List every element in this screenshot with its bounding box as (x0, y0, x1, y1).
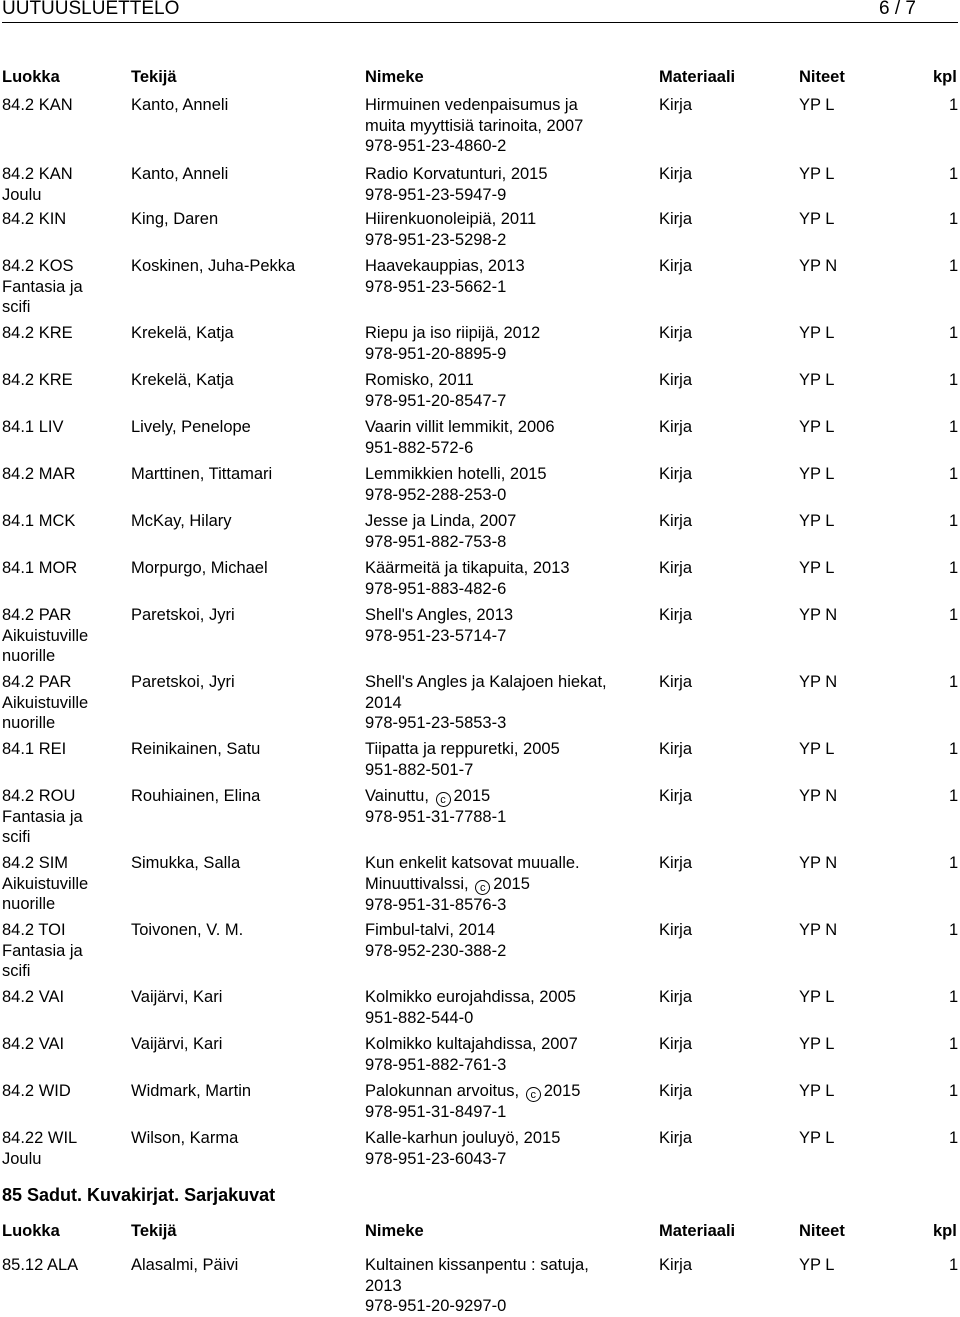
notes: YP L (799, 1256, 835, 1274)
material: Kirja (659, 1256, 693, 1274)
column-header-class: Luokka (2, 1222, 60, 1240)
title (365, 605, 655, 646)
notes: YP L (799, 740, 835, 758)
classification-line: Joulu (2, 185, 42, 204)
quantity: 1 (949, 1082, 959, 1100)
column-header-row (0, 68, 960, 88)
column-header-qty: kpl (933, 1222, 957, 1240)
title-line: Kolmikko kultajahdissa, 2007 (365, 1035, 578, 1053)
quantity: 1 (949, 740, 959, 758)
classification (2, 323, 126, 344)
classification (2, 95, 126, 116)
classification (2, 370, 126, 391)
material: Kirja (659, 606, 693, 624)
title-line: Riepu ja iso riipijä, 2012 (365, 324, 541, 342)
classification (2, 987, 126, 1008)
author: Wilson, Karma (131, 1129, 239, 1147)
quantity: 1 (949, 559, 959, 577)
title-line: Jesse ja Linda, 2007 (365, 512, 517, 530)
classification-line: 84.2 PAR (2, 673, 72, 691)
title-line: Kolmikko eurojahdissa, 2005 (365, 988, 576, 1006)
notes: YP L (799, 1035, 835, 1053)
title-line: Shell's Angles, 2013 (365, 606, 514, 624)
title (365, 95, 655, 157)
quantity: 1 (949, 324, 959, 342)
quantity: 1 (949, 1256, 959, 1274)
notes: YP L (799, 512, 835, 530)
column-header-author: Tekijä (131, 68, 177, 86)
classification-line: 84.2 KOS (2, 257, 74, 275)
title (365, 209, 655, 250)
column-header-author: Tekijä (131, 1222, 177, 1240)
notes: YP L (799, 1082, 835, 1100)
author: Kanto, Anneli (131, 165, 229, 183)
title (365, 370, 655, 411)
title-line: 978-951-882-753-8 (365, 532, 507, 551)
page-header (2, 0, 958, 24)
quantity: 1 (949, 257, 959, 275)
classification (2, 786, 126, 848)
title-line: 978-951-882-761-3 (365, 1055, 507, 1074)
quantity: 1 (949, 96, 959, 114)
classification (2, 672, 126, 734)
title-line: 2014 (365, 693, 402, 712)
column-header-notes: Niteet (799, 68, 845, 86)
notes: YP L (799, 465, 835, 483)
quantity: 1 (949, 512, 959, 530)
classification-line: nuorille (2, 895, 56, 913)
title-line: Lemmikkien hotelli, 2015 (365, 465, 547, 483)
title (365, 558, 655, 599)
material: Kirja (659, 1082, 693, 1100)
material: Kirja (659, 418, 693, 436)
title-line: Vainuttu, c 2015 (365, 787, 491, 806)
material: Kirja (659, 1035, 693, 1053)
classification-line: Fantasia ja (2, 277, 83, 296)
classification (2, 464, 126, 485)
classification-line: nuorille (2, 647, 56, 665)
title-line: Palokunnan arvoitus, c 2015 (365, 1082, 581, 1101)
classification-line: 84.2 KAN (2, 165, 73, 183)
quantity: 1 (949, 988, 959, 1006)
author: Kanto, Anneli (131, 96, 229, 114)
classification-line: Aikuistuville (2, 874, 89, 893)
title (365, 1081, 655, 1123)
quantity: 1 (949, 921, 959, 939)
classification-line: scifi (2, 962, 31, 980)
classification-line: Fantasia ja (2, 941, 83, 960)
title (365, 256, 655, 297)
classification-line: nuorille (2, 714, 56, 732)
classification-line: 84.2 KIN (2, 210, 67, 228)
material: Kirja (659, 1129, 693, 1147)
title-line: 978-951-20-9297-0 (365, 1297, 507, 1315)
notes: YP L (799, 988, 835, 1006)
column-header-title: Nimeke (365, 1222, 424, 1240)
classification-line: 84.2 KAN (2, 96, 73, 114)
material: Kirja (659, 96, 693, 114)
title-line: Käärmeitä ja tikapuita, 2013 (365, 559, 570, 577)
notes: YP L (799, 324, 835, 342)
author: Simukka, Salla (131, 854, 241, 872)
title-line: Shell's Angles ja Kalajoen hiekat, (365, 673, 607, 691)
classification-line: 84.2 TOI (2, 921, 66, 939)
notes: YP N (799, 921, 838, 939)
author: McKay, Hilary (131, 512, 232, 530)
column-header-class: Luokka (2, 68, 60, 86)
classification (2, 417, 126, 438)
material: Kirja (659, 324, 693, 342)
notes: YP L (799, 371, 835, 389)
title-line: 2013 (365, 1276, 402, 1295)
classification-line: 84.2 MAR (2, 465, 76, 483)
quantity: 1 (949, 787, 959, 805)
notes: YP L (799, 1129, 835, 1147)
classification-line: 84.2 SIM (2, 854, 69, 872)
title-line: 978-951-23-4860-2 (365, 137, 507, 155)
author: Lively, Penelope (131, 418, 251, 436)
classification-line: 84.2 WID (2, 1082, 71, 1100)
title-line: 978-951-23-5947-9 (365, 185, 507, 204)
notes: YP N (799, 606, 838, 624)
notes: YP L (799, 165, 835, 183)
notes: YP N (799, 257, 838, 275)
column-header-notes: Niteet (799, 1222, 845, 1240)
title (365, 672, 655, 734)
classification-line: Joulu (2, 1149, 42, 1168)
material: Kirja (659, 787, 693, 805)
author: Vaijärvi, Kari (131, 1035, 223, 1053)
author: Paretskoi, Jyri (131, 673, 235, 691)
notes: YP L (799, 559, 835, 577)
author: Paretskoi, Jyri (131, 606, 235, 624)
title (365, 739, 655, 780)
author: Marttinen, Tittamari (131, 465, 273, 483)
notes: YP L (799, 96, 835, 114)
author: Alasalmi, Päivi (131, 1256, 239, 1274)
title-line: 978-951-20-8547-7 (365, 391, 507, 410)
classification (2, 739, 126, 760)
column-header-qty: kpl (933, 68, 957, 86)
classification-line: 84.1 REI (2, 740, 67, 758)
title-line: 978-951-23-5853-3 (365, 714, 507, 732)
notes: YP N (799, 787, 838, 805)
quantity: 1 (949, 371, 959, 389)
material: Kirja (659, 559, 693, 577)
classification-line: 84.1 MOR (2, 559, 78, 577)
title-line: 978-951-23-6043-7 (365, 1149, 507, 1168)
title-line: Romisko, 2011 (365, 371, 474, 389)
material: Kirja (659, 740, 693, 758)
title (365, 1128, 655, 1169)
copyright-icon: c (475, 880, 490, 895)
title (365, 853, 655, 915)
author: Widmark, Martin (131, 1082, 252, 1100)
quantity: 1 (949, 210, 959, 228)
classification-line: 84.2 VAI (2, 1035, 65, 1053)
title-line: 978-951-31-8497-1 (365, 1103, 507, 1121)
title-line: Tiipatta ja reppuretki, 2005 (365, 740, 560, 758)
author: Krekelä, Katja (131, 324, 234, 342)
quantity: 1 (949, 165, 959, 183)
title-line: Minuuttivalssi, c 2015 (365, 874, 530, 894)
title (365, 1034, 655, 1075)
title-line: 978-951-883-482-6 (365, 579, 507, 598)
title-line: Haavekauppias, 2013 (365, 257, 525, 275)
title-line: Fimbul-talvi, 2014 (365, 921, 496, 939)
header-divider (2, 22, 958, 23)
classification (2, 853, 126, 915)
classification-line: 84.22 WIL (2, 1129, 78, 1147)
author: King, Daren (131, 210, 219, 228)
section-heading: 85 Sadut. Kuvakirjat. Sarjakuvat (2, 1185, 276, 1205)
classification-line: 84.2 VAI (2, 988, 65, 1006)
author: Morpurgo, Michael (131, 559, 268, 577)
classification (2, 1128, 126, 1169)
author: Rouhiainen, Elina (131, 787, 261, 805)
author: Krekelä, Katja (131, 371, 234, 389)
classification-line: scifi (2, 298, 31, 316)
title-line: 978-951-23-5298-2 (365, 230, 507, 249)
notes: YP N (799, 854, 838, 872)
title-line: 951-882-572-6 (365, 438, 474, 457)
title-line: 951-882-501-7 (365, 760, 474, 779)
copyright-icon: c (436, 792, 451, 807)
classification (2, 256, 126, 318)
author: Vaijärvi, Kari (131, 988, 223, 1006)
title-line: 978-952-230-388-2 (365, 941, 507, 960)
classification (2, 209, 126, 230)
title-line: Vaarin villit lemmikit, 2006 (365, 418, 555, 436)
quantity: 1 (949, 465, 959, 483)
classification-line: 85.12 ALA (2, 1256, 79, 1274)
notes: YP L (799, 418, 835, 436)
material: Kirja (659, 165, 693, 183)
classification (2, 511, 126, 532)
page-number: 6 / 7 (879, 0, 916, 19)
title-line: Radio Korvatunturi, 2015 (365, 165, 548, 183)
column-header-row-2 (0, 1222, 960, 1242)
title-line: Kalle-karhun jouluyö, 2015 (365, 1129, 561, 1147)
classification-line: Aikuistuville (2, 693, 89, 712)
title-line: 978-951-31-8576-3 (365, 895, 507, 914)
notes: YP N (799, 673, 838, 691)
quantity: 1 (949, 1129, 959, 1147)
material: Kirja (659, 210, 693, 228)
title (365, 511, 655, 552)
classification-line: 84.2 KRE (2, 324, 73, 342)
material: Kirja (659, 988, 693, 1006)
classification (2, 1255, 126, 1276)
classification (2, 1034, 126, 1055)
author: Reinikainen, Satu (131, 740, 261, 758)
title-line: Kultainen kissanpentu : satuja, (365, 1256, 589, 1274)
title (365, 164, 655, 205)
quantity: 1 (949, 1035, 959, 1053)
title-line: 951-882-544-0 (365, 1008, 474, 1027)
classification-line: Aikuistuville (2, 626, 89, 645)
classification (2, 558, 126, 579)
classification-line: 84.1 MCK (2, 512, 76, 530)
quantity: 1 (949, 673, 959, 691)
title-line: 978-951-23-5662-1 (365, 277, 507, 296)
title-line: Kun enkelit katsovat muualle. (365, 854, 580, 872)
title (365, 1255, 655, 1317)
classification-line: 84.2 KRE (2, 371, 73, 389)
material: Kirja (659, 854, 693, 872)
title (365, 464, 655, 505)
material: Kirja (659, 257, 693, 275)
title-line: Hiirenkuonoleipiä, 2011 (365, 210, 537, 228)
quantity: 1 (949, 854, 959, 872)
title-line: 978-951-31-7788-1 (365, 808, 507, 826)
copyright-icon: c (526, 1087, 541, 1102)
title (365, 417, 655, 458)
author: Koskinen, Juha-Pekka (131, 257, 296, 275)
title (365, 920, 655, 961)
title-line: 978-951-23-5714-7 (365, 626, 507, 645)
classification (2, 920, 126, 982)
title-line: 978-952-288-253-0 (365, 485, 507, 504)
classification-line: 84.1 LIV (2, 418, 64, 436)
title (365, 786, 655, 828)
classification (2, 605, 126, 667)
material: Kirja (659, 512, 693, 530)
classification-line: 84.2 ROU (2, 787, 76, 805)
column-header-material: Materiaali (659, 68, 736, 86)
title (365, 987, 655, 1028)
material: Kirja (659, 371, 693, 389)
title-line: 978-951-20-8895-9 (365, 344, 507, 363)
notes: YP L (799, 210, 835, 228)
column-header-material: Materiaali (659, 1222, 736, 1240)
title (365, 323, 655, 364)
title-line: muita myyttisiä tarinoita, 2007 (365, 116, 584, 135)
material: Kirja (659, 673, 693, 691)
classification (2, 164, 126, 205)
material: Kirja (659, 465, 693, 483)
classification (2, 1081, 126, 1102)
page-title: UUTUUSLUETTELO (2, 0, 180, 19)
column-header-title: Nimeke (365, 68, 424, 86)
quantity: 1 (949, 418, 959, 436)
classification-line: Fantasia ja (2, 807, 83, 826)
classification-line: scifi (2, 828, 31, 846)
title-line: Hirmuinen vedenpaisumus ja (365, 96, 578, 114)
author: Toivonen, V. M. (131, 921, 244, 939)
quantity: 1 (949, 606, 959, 624)
classification-line: 84.2 PAR (2, 606, 72, 624)
material: Kirja (659, 921, 693, 939)
